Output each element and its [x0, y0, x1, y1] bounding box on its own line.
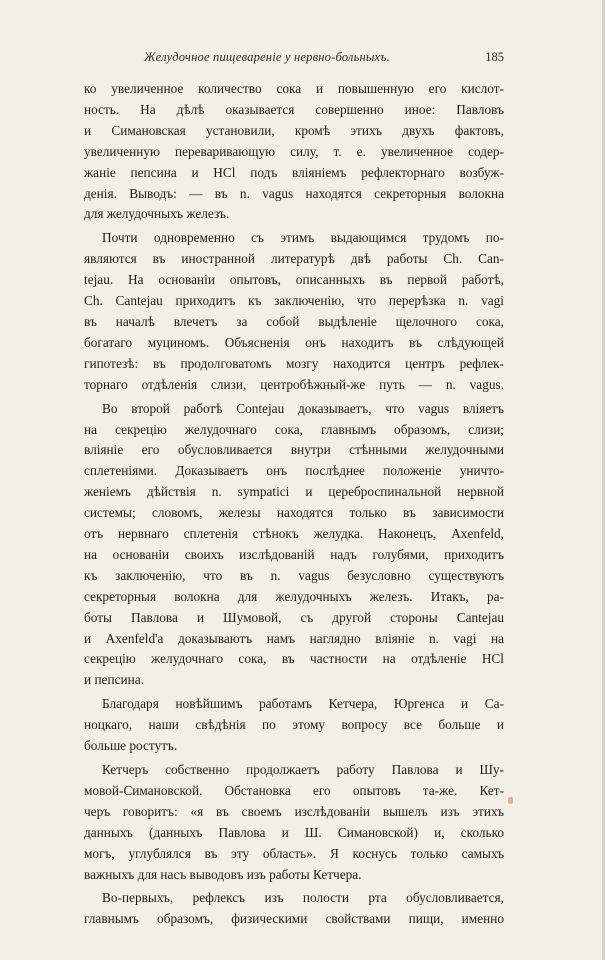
page-number: 185: [485, 50, 504, 64]
text-line: гипотезѣ: въ продолговатомъ мозгу находится центръ рефлек-: [84, 355, 504, 371]
text-line: жаніе пепсина и HCl подъ вліяніемъ рефлекторнаго возбуж-: [84, 164, 504, 180]
text-line: на секрецію желудочнаго сока, главнымъ образомъ, слизи;: [84, 421, 504, 437]
paragraph-2: [84, 228, 504, 395]
text-line: богатаго муциномъ. Объясненія онъ находитъ въ слѣдующей: [84, 334, 504, 350]
text-line: женіемъ дѣйствія n. sympatici и цереброспинальной нервной: [84, 484, 504, 500]
text-line: системы; словомъ, железы находятся только въ зависимости: [84, 505, 504, 521]
paragraph-5: [84, 760, 504, 885]
text-line: Во-первыхъ, рефлексъ изъ полости рта обусловливается,: [102, 890, 504, 906]
text-line: денія. Выводъ: — въ n. vagus находятся секреторныя волокна: [84, 185, 504, 201]
text-line: къ заключенію, что въ n. vagus безусловно существуютъ: [84, 567, 504, 583]
text-line: Почти одновременно съ этимъ выдающимся трудомъ по-: [102, 230, 504, 246]
text-line: и Симановская установили, кромѣ этихъ двухъ фактовъ,: [84, 122, 504, 138]
text-line: больше ростутъ.: [84, 738, 178, 754]
text-line: Во второй работѣ Contejau доказываетъ, что vagus вліяетъ: [102, 400, 504, 416]
text-line: Ch. Cantejau приходитъ къ заключенію, что перерѣзка n. vagi: [84, 293, 504, 309]
paragraph-1: [84, 79, 504, 225]
running-header: [84, 50, 504, 70]
text-line: мовой-Симановской. Обстановка его опытовъ та-же. Кет-: [84, 782, 504, 798]
paragraph-4: [84, 694, 504, 757]
text-line: Благодаря новѣйшимъ работамъ Кетчера, Юргенса и Са-: [102, 696, 504, 712]
text-line: Кетчеръ собственно продолжаетъ работу Павлова и Шу-: [102, 762, 504, 777]
text-line: въ началѣ влечетъ за собой выдѣленіе щелочного сока,: [84, 313, 504, 329]
text-line: и пепсина.: [84, 672, 144, 688]
text-line: ко увеличенное количество сока и повышенную его кислот-: [84, 81, 504, 96]
text-line: важныхъ для насъ выводовъ изъ работы Кетчера.: [84, 866, 362, 882]
margin-ink-mark: [508, 797, 513, 804]
text-line: главнымъ образомъ, физическими свойствами пищи, именно: [84, 911, 504, 927]
text-line: секреторныя волокна для желудочныхъ железъ. Итакъ, ра-: [84, 588, 504, 604]
text-line: ность. На дѣлѣ оказывается совершенно иное: Павловъ: [84, 101, 504, 117]
text-line: для желудочныхъ железъ.: [84, 206, 230, 222]
text-line: являются въ иностранной литературѣ двѣ работы Ch. Can-: [84, 251, 504, 267]
paragraph-3: [84, 399, 504, 692]
text-line: боты Павлова и Шумовой, съ другой стороны Cantejau: [84, 609, 504, 625]
text-line: торнаго отдѣленія слизи, центробѣжный-же путь — n. vagus.: [84, 376, 504, 392]
text-line: вліяніе его обусловливается внутри стѣнными желудочными: [84, 442, 504, 458]
paragraph-6: [84, 888, 504, 930]
text-line: сплетеніями. Доказываетъ онъ послѣднее положеніе уничто-: [84, 463, 504, 479]
text-line: отъ нервнаго сплетенія стѣнокъ желудка. Наконецъ, Axenfeld,: [84, 526, 504, 542]
text-line: данныхъ (данныхъ Павлова и Ш. Симановской) и, сколько: [84, 824, 504, 840]
text-line: черъ говоритъ: «я въ своемъ изслѣдованіи вышелъ изъ этихъ: [84, 803, 504, 819]
text-line: могъ, углублялся въ эту область». Я коснусь только самыхъ: [84, 845, 504, 861]
text-line: на основаніи своихъ изслѣдованій надъ голубями, приходитъ: [84, 546, 504, 562]
running-title: Желудочное пищевареніе у нервно-больныхъ.: [144, 50, 390, 64]
text-line: секрецію желудочнаго сока, въ частности на отдѣленіе HCl: [84, 651, 504, 667]
text-line: ноцкаго, наши свѣдѣнія по этому вопросу все больше и: [84, 717, 504, 733]
text-line: и Axenfeld'a доказываютъ намъ наглядно вліяніе n. vagi на: [84, 630, 504, 646]
page-body: [84, 79, 504, 933]
text-line: увеличенную переваривающую силу, т. е. увеличенное содер-: [84, 143, 504, 159]
text-line: tejau. На основаніи опытовъ, описанныхъ въ первой работѣ,: [84, 272, 504, 288]
